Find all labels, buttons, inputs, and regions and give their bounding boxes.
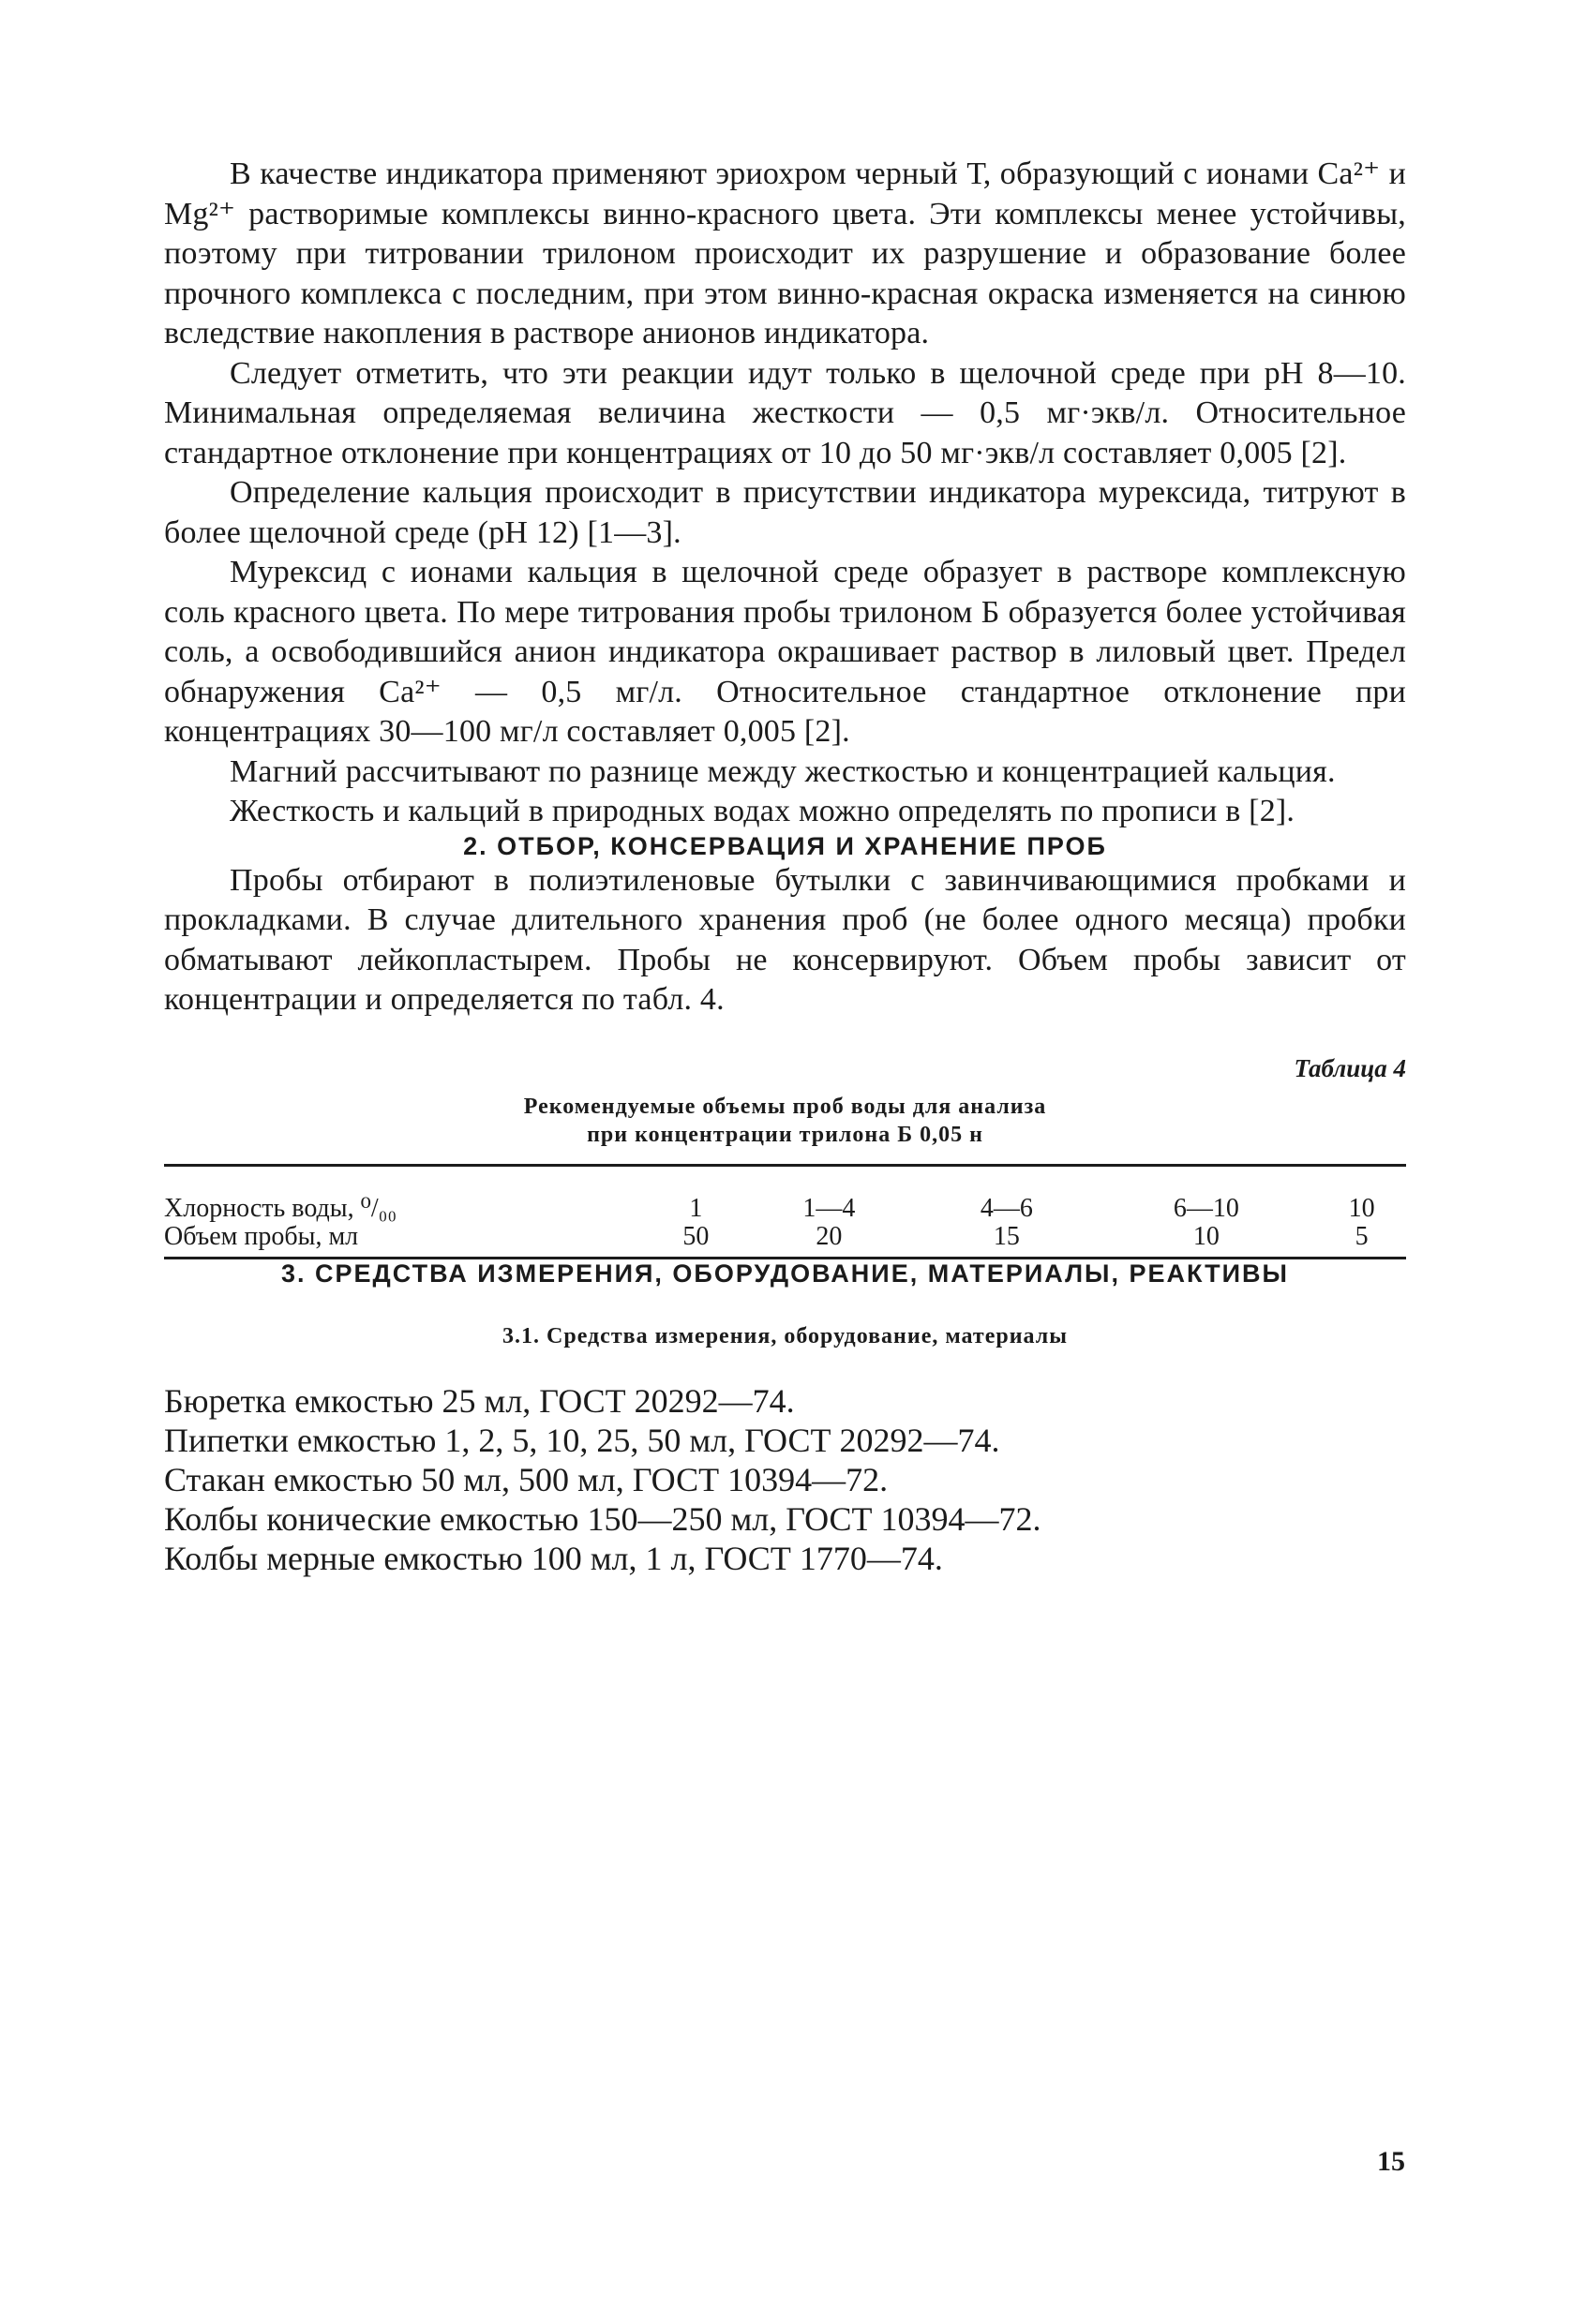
table-4 [164,1164,1406,1259]
list-item: Колбы мерные емкостью 100 мл, 1 л, ГОСТ 1770—74. [164,1539,943,1577]
table-4-title-line-2: при концентрации трилона Б 0,05 н [587,1122,983,1147]
subsection-3-1-heading: 3.1. Средства измерения, оборудование, материалы [502,1323,1068,1348]
table-4-title [164,1093,1406,1149]
list-item: Колбы конические емкостью 150—250 мл, ГОСТ 10394—72. [164,1499,1041,1538]
table-cell: 10 [1348,1193,1375,1223]
table-row-chlorinity [164,1195,1406,1223]
table-cell: 1—4 [802,1193,856,1223]
section-3-heading: 3. СРЕДСТВА ИЗМЕРЕНИЯ, ОБОРУДОВАНИЕ, МАТЕРИАЛЫ, РЕАКТИВЫ [281,1259,1289,1288]
paragraph-murexide: Мурексид с ионами кальция в щелочной среде образует в растворе комплексную соль красного цвета. По мере титрования пробы трилоном Б образуется более устойчивая соль, а освободившийся анион индикатора окрашивает раствор в лиловый цвет. Предел обнаружения Ca²⁺ — 0,5 мг/л. Относительное стандартное отклонение при концентрациях 30—100 мг/л составляет 0,005 [2]. [164,555,1406,749]
table-cell: 1 [689,1193,703,1223]
table-cell: 6—10 [1173,1193,1239,1223]
table-4-title-line-1: Рекомендуемые объемы проб воды для анализа [523,1094,1047,1119]
list-item: Бюретка емкостью 25 мл, ГОСТ 20292—74. [164,1381,795,1420]
table-spacer-row [164,1165,1406,1195]
table-cell: 10 [1192,1221,1220,1251]
table-cell: 20 [816,1221,843,1251]
table-4-label: Таблица 4 [1294,1053,1406,1082]
table-cell: 15 [993,1221,1020,1251]
paragraph-reactions-ph: Следует отметить, что эти реакции идут только в щелочной среде при pH 8—10. Минимальная определяемая величина жесткости — 0,5 мг·экв/л. Относительное стандартное отклонение при концентрациях от 10 до 50 мг·экв/л составляет 0,005 [2]. [164,355,1406,470]
table-row-sample-volume [164,1223,1406,1259]
list-item: Пипетки емкостью 1, 2, 5, 10, 25, 50 мл, ГОСТ 20292—74. [164,1421,1000,1459]
table-row-label: Объем пробы, мл [164,1221,359,1251]
paragraph-sampling: Пробы отбирают в полиэтиленовые бутылки с завинчивающимися пробками и прокладками. В случае длительного хранения проб (не более одного месяца) пробки обматывают лейкопластырем. Пробы не консервируют. Объем пробы зависит от концентрации и определяется по табл. 4. [164,862,1406,1017]
table-cell: 50 [682,1221,710,1251]
table-cell: 5 [1355,1221,1369,1251]
list-item: Стакан емкостью 50 мл, 500 мл, ГОСТ 10394—72. [164,1460,889,1498]
section-2-heading: 2. ОТБОР, КОНСЕРВАЦИЯ И ХРАНЕНИЕ ПРОБ [463,831,1107,860]
paragraph-magnesium: Магний рассчитывают по разнице между жесткостью и концентрацией кальция. [230,753,1336,789]
page-number: 15 [1377,2146,1405,2177]
paragraph-hardness: Жесткость и кальций в природных водах можно определять по прописи в [2]. [230,794,1295,828]
table-row-label: Хлорность воды, ⁰/₀₀ [164,1193,397,1223]
equipment-list [164,1381,1406,1578]
paragraph-indicator: В качестве индикатора применяют эриохром черный Т, образующий с ионами Ca²⁺ и Mg²⁺ растворимые комплексы винно-красного цвета. Эти комплексы менее устойчивы, поэтому при титровании трилоном происходит их разрушение и образование более прочного комплекса с последним, при этом винно-красная окраска изменяется на синюю вследствие накопления в растворе анионов индикатора. [164,156,1406,350]
paragraph-calcium-determination: Определение кальция происходит в присутствии индикатора мурексида, титруют в более щелочной среде (pH 12) [1—3]. [164,475,1406,550]
text-column [164,155,1406,1578]
table-cell: 4—6 [980,1193,1033,1223]
